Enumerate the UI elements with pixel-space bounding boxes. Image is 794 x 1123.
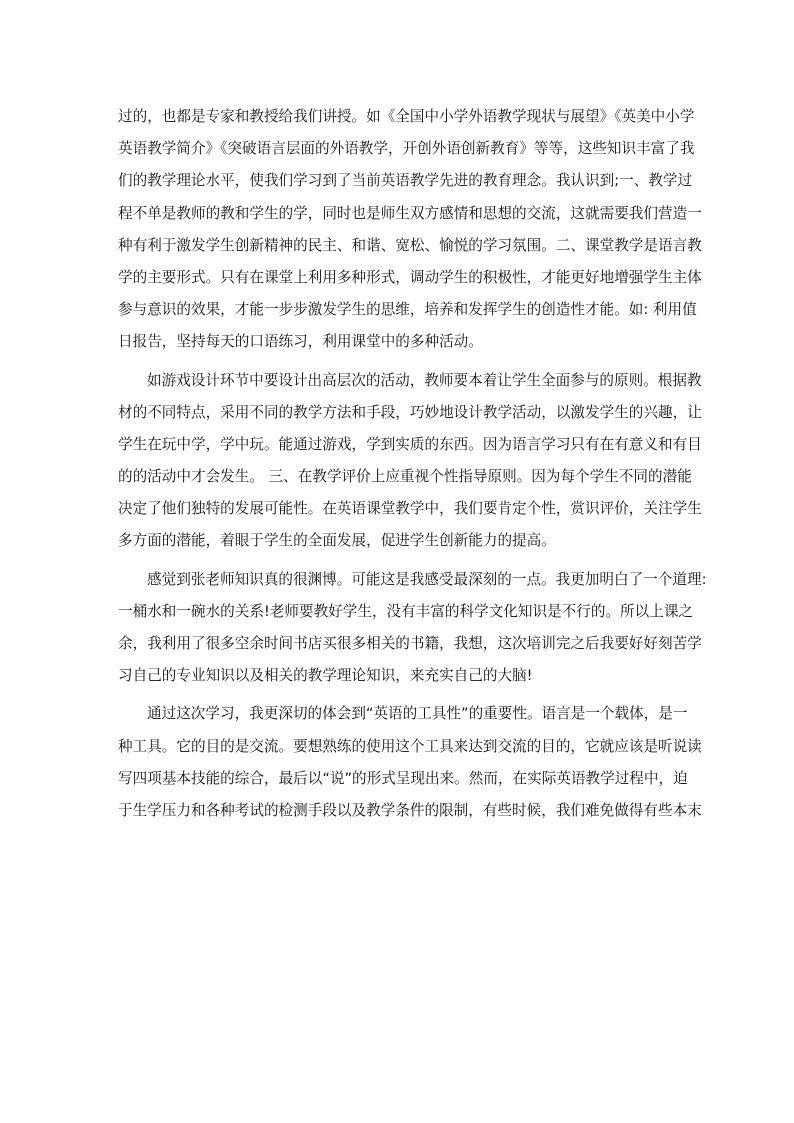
text-line: 决定了他们独特的发展可能性。在英语课堂教学中，我们要肯定个性，赏识评价，关注学生 [118, 500, 702, 518]
text-line: 的的活动中才会发生。 三、在教学评价上应重视个性指导原则。因为每个学生不同的潜能 [118, 468, 692, 486]
text-line: 程不单是教师的教和学生的学，同时也是师生双方感情和思想的交流，这就需要我们营造一 [118, 204, 702, 222]
text-line: 英语教学简介》《突破语言层面的外语教学，开创外语创新教育》等等，这些知识丰富了我 [118, 140, 695, 158]
text-line: 如游戏设计环节中要设计出高层次的活动，教师要本着让学生全面参与的原则。根据教 [147, 371, 702, 389]
text-line: 们的教学理论水平，使我们学习到了当前英语教学先进的教育理念。我认识到;一、教学过 [118, 172, 693, 190]
text-line: 种有利于激发学生创新精神的民主、和谐、宽松、愉悦的学习氛围。二、课堂教学是语言教 [118, 236, 702, 254]
text-line: 余，我利用了很多空余时间书店买很多相关的书籍，我想，这次培训完之后我要好好刻苦学 [118, 635, 702, 652]
text-line: 学的主要形式。只有在课堂上利用多种形式，调动学生的积极性，才能更好地增强学生主体 [118, 268, 702, 286]
text-line: 种工具。它的目的是交流。要想熟练的使用这个工具来达到交流的目的，它就应该是听说读 [118, 737, 702, 755]
text-line: 学生在玩中学，学中玩。能通过游戏，学到实质的东西。因为语言学习只有在有意义和有目 [118, 435, 702, 453]
text-line: 日报告，坚持每天的口语练习，利用课堂中的多种活动。 [118, 333, 483, 351]
text-line: 多方面的潜能，着眼于学生的全面发展，促进学生创新能力的提高。 [118, 532, 556, 550]
text-line: 习自己的专业知识以及相关的教学理论知识，来充实自己的大脑! [118, 667, 533, 685]
paragraph [118, 698, 702, 827]
paragraph [118, 564, 707, 693]
paragraph [118, 365, 702, 558]
text-line: 写四项基本技能的综合，最后以“说”的形式呈现出来。然而，在实际英语教学过程中，迫 [118, 769, 688, 787]
text-line: 通过这次学习，我更深切的体会到“英语的工具性”的重要性。语言是一个载体，是一 [147, 705, 688, 723]
text-line: 过的，也都是专家和教授给我们讲授。如《全国中小学外语教学现状与展望》《英美中小学 [118, 108, 695, 125]
text-line: 感觉到张老师知识真的很渊博。可能这是我感受最深刻的一点。我更加明白了一个道理: [147, 570, 707, 588]
document-body [118, 101, 707, 827]
text-line: 于生学压力和各种考试的检测手段以及教学条件的限制，有些时候，我们难免做得有些本末 [118, 801, 702, 819]
paragraph [118, 101, 702, 359]
text-line: 材的不同特点，采用不同的教学方法和手段，巧妙地设计教学活动，以激发学生的兴趣，让 [118, 403, 702, 421]
text-line: 参与意识的效果，才能一步步激发学生的思维，培养和发挥学生的创造性才能。如: 利用值 [118, 301, 697, 319]
text-line: 一桶水和一碗水的关系!老师要教好学生，没有丰富的科学文化知识是不行的。所以上课之 [118, 602, 694, 620]
